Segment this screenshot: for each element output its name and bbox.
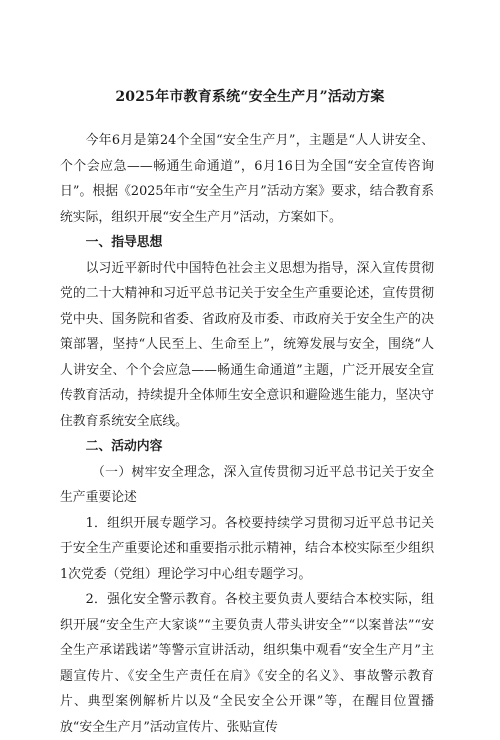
subsection-heading-1: （一）树牢安全理念，深入宣传贯彻习近平总书记关于安全生产重要论述 (60, 464, 434, 505)
guiding-ideology-paragraph: 以习近平新时代中国特色社会主义思想为指导，深入宣传贯彻党的二十大精神和习近平总书记关于安全生产重要论述，宣传贯彻党中央、国务院和省委、省政府及市委、市政府关于安全生产的决策部署，坚持“人民至上、生命至上”，统筹发展与安全，围绕“人人讲安全、个个会应急——畅通生命通道”主题，广泛开展安全宣传教育活动，持续提升全体师生安全意识和避险逃生能力，坚决守住教育系统安全底线。 (60, 260, 434, 429)
activity-item-1: 1．组织开展专题学习。各校要持续学习贯彻习近平总书记关于安全生产重要论述和重要指示批示精神，结合本校实际至少组织1次党委（党组）理论学习中心组专题学习。 (60, 515, 434, 582)
section-heading-guiding-ideology: 一、指导思想 (85, 235, 163, 250)
intro-paragraph: 今年6月是第24个全国“安全生产月”，主题是“人人讲安全、个个会应急——畅通生命通道”，6月16日为全国“安全宣传咨询日”。根据《2025年市“安全生产月”活动方案》要求，结合教育系统实际，组织开展“安全生产月”活动，方案如下。 (60, 133, 434, 225)
section-heading-activity-content: 二、活动内容 (85, 439, 163, 454)
document-body (60, 128, 434, 740)
activity-item-2: 2．强化安全警示教育。各校主要负责人要结合本校实际，组织开展“安全生产大家谈”“主要负责人带头讲安全”“以案普法”“安全生产承诺践诺”等警示宣讲活动，组织集中观看“安全生产月”主题宣传片、《安全生产责任在肩》《安全的名义》、事故警示教育片、典型案例解析片以及“全民安全公开课”等，在醒目位置播放“安全生产月”活动宣传片、张贴宣传 (60, 592, 434, 735)
document-title: 2025年市教育系统“安全生产月”活动方案 (115, 89, 385, 105)
